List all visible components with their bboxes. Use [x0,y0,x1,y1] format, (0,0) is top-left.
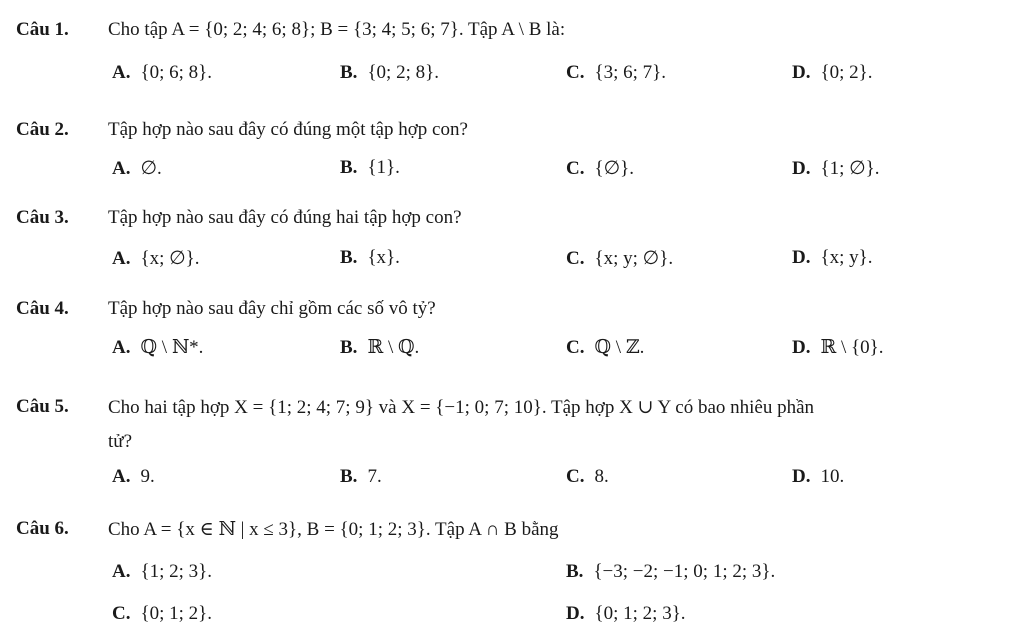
option-label: C. [566,62,585,83]
option-label: C. [566,337,585,358]
option-value: 10. [820,466,845,487]
question-number: Câu 6. [16,518,69,539]
option-value: {∅}. [594,158,635,179]
option-value: {0; 1; 2; 3}. [594,603,686,624]
option-a[interactable] [112,336,203,359]
option-value: {x; y; ∅}. [594,248,674,269]
option-value: ℚ \ ℤ. [594,337,645,358]
option-b[interactable] [340,247,400,269]
option-d[interactable] [792,466,844,488]
option-value: 8. [594,466,609,487]
option-b[interactable] [340,157,400,179]
option-label: B. [340,62,358,83]
option-a[interactable] [112,561,212,583]
option-label: D. [792,62,811,83]
option-value: {1; ∅}. [820,158,880,179]
option-c[interactable] [112,603,212,625]
option-d[interactable] [792,336,884,359]
option-value: {−3; −2; −1; 0; 1; 2; 3}. [593,561,776,582]
option-value: {1}. [367,157,400,178]
option-d[interactable] [566,603,686,625]
option-c[interactable] [566,466,609,488]
option-label: D. [792,466,811,487]
option-value: {3; 6; 7}. [594,62,667,83]
option-a[interactable] [112,247,200,270]
option-label: A. [112,337,131,358]
option-d[interactable] [792,157,880,180]
option-label: B. [340,337,358,358]
option-value: {x; ∅}. [140,248,200,269]
option-label: B. [566,561,584,582]
question-number: Câu 1. [16,19,69,40]
option-a[interactable] [112,466,155,488]
option-label: A. [112,62,131,83]
option-c[interactable] [566,157,634,180]
option-d[interactable] [792,62,873,84]
option-label: D. [792,158,811,179]
option-label: B. [340,157,358,178]
question-text: Cho hai tập hợp X = {1; 2; 4; 7; 9} và X = {−1; 0; 7; 10}. Tập hợp X ∪ Y có bao nhiêu phần [108,397,815,418]
option-label: A. [112,158,131,179]
option-value: ∅. [140,158,162,179]
question-text-continued: tử? [108,431,133,452]
option-label: B. [340,247,358,268]
option-a[interactable] [112,157,162,180]
option-c[interactable] [566,247,673,270]
option-b[interactable] [566,561,775,583]
option-label: C. [566,466,585,487]
option-value: {0; 2}. [820,62,873,83]
option-value: ℚ \ ℕ*. [140,337,204,358]
question-text: Cho A = {x ∈ ℕ | x ≤ 3}, B = {0; 1; 2; 3}. Tập A ∩ B bằng [108,519,559,540]
option-label: C. [112,603,131,624]
option-value: {1; 2; 3}. [140,561,213,582]
option-b[interactable] [340,62,439,84]
option-label: C. [566,158,585,179]
question-number: Câu 3. [16,207,69,228]
question-number: Câu 2. [16,119,69,140]
option-b[interactable] [340,466,382,488]
option-value: {x; y}. [820,247,873,268]
option-value: 7. [367,466,382,487]
option-label: C. [566,248,585,269]
option-label: D. [792,247,811,268]
option-label: D. [792,337,811,358]
option-value: {x}. [367,247,400,268]
question-text: Tập hợp nào sau đây có đúng một tập hợp con? [108,119,468,140]
option-value: ℝ \ {0}. [820,337,884,358]
option-b[interactable] [340,336,419,359]
option-c[interactable] [566,336,644,359]
option-value: 9. [140,466,155,487]
question-text: Tập hợp nào sau đây chỉ gồm các số vô tỷ? [108,298,436,319]
option-label: A. [112,248,131,269]
option-value: {0; 6; 8}. [140,62,213,83]
option-label: A. [112,466,131,487]
option-a[interactable] [112,62,212,84]
option-c[interactable] [566,62,666,84]
option-label: A. [112,561,131,582]
option-value: ℝ \ ℚ. [367,337,420,358]
option-value: {0; 2; 8}. [367,62,439,83]
question-number: Câu 5. [16,396,69,417]
option-value: {0; 1; 2}. [140,603,213,624]
question-text: Tập hợp nào sau đây có đúng hai tập hợp con? [108,207,462,228]
question-text: Cho tập A = {0; 2; 4; 6; 8}; B = {3; 4; 5; 6; 7}. Tập A \ B là: [108,19,566,40]
option-label: D. [566,603,585,624]
question-number: Câu 4. [16,298,69,319]
option-label: B. [340,466,358,487]
option-d[interactable] [792,247,873,269]
